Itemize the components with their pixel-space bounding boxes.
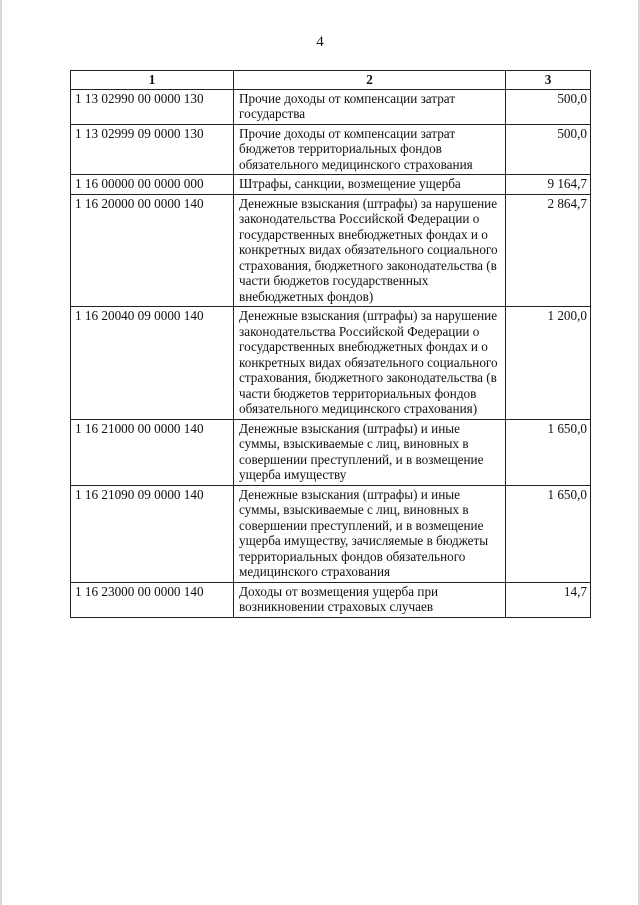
income-description: Штрафы, санкции, возмещение ущерба [234,175,506,195]
table-row [71,89,591,124]
column-header-1: 1 [71,71,234,90]
column-header-2: 2 [234,71,506,90]
amount-value: 1 200,0 [506,307,591,420]
budget-code: 1 16 21090 09 0000 140 [71,485,234,582]
income-description: Прочие доходы от компенсации затрат государства [234,89,506,124]
budget-code: 1 16 00000 00 0000 000 [71,175,234,195]
income-description: Доходы от возмещения ущерба при возникновении страховых случаев [234,582,506,617]
column-header-3: 3 [506,71,591,90]
income-description: Денежные взыскания (штрафы) и иные суммы, взыскиваемые с лиц, виновных в совершении преступлений, и в возмещение ущерба имуществу, зачисляемые в бюджеты территориальных фондов обязательного медицинского страхования [234,485,506,582]
amount-value: 500,0 [506,124,591,175]
budget-code: 1 16 21000 00 0000 140 [71,419,234,485]
budget-code: 1 16 20040 09 0000 140 [71,307,234,420]
income-description: Денежные взыскания (штрафы) и иные суммы, взыскиваемые с лиц, виновных в совершении преступлений, и в возмещение ущерба имуществу [234,419,506,485]
table-header-row [71,71,591,90]
income-description: Прочие доходы от компенсации затрат бюджетов территориальных фондов обязательного медицинского страхования [234,124,506,175]
table-row [71,307,591,420]
table-row [71,582,591,617]
table-row [71,194,591,307]
income-description: Денежные взыскания (штрафы) за нарушение законодательства Российской Федерации о государственных внебюджетных фондах и о конкретных видах обязательного социального страхования, бюджетного законодательства (в части бюджетов государственных внебюджетных фондов) [234,194,506,307]
budget-code: 1 16 23000 00 0000 140 [71,582,234,617]
table-row [71,485,591,582]
amount-value: 500,0 [506,89,591,124]
table-row [71,419,591,485]
budget-code: 1 16 20000 00 0000 140 [71,194,234,307]
amount-value: 9 164,7 [506,175,591,195]
budget-code: 1 13 02999 09 0000 130 [71,124,234,175]
amount-value: 1 650,0 [506,419,591,485]
table-row [71,124,591,175]
table-row [71,175,591,195]
scan-edge-left [0,0,2,905]
amount-value: 2 864,7 [506,194,591,307]
budget-code: 1 13 02990 00 0000 130 [71,89,234,124]
revenue-table [70,70,591,618]
amount-value: 1 650,0 [506,485,591,582]
page-number: 4 [316,34,324,50]
amount-value: 14,7 [506,582,591,617]
income-description: Денежные взыскания (штрафы) за нарушение законодательства Российской Федерации о государственных внебюджетных фондах и о конкретных видах обязательного социального страхования, бюджетного законодательства (в части бюджетов территориальных фондов обязательного медицинского страхования) [234,307,506,420]
